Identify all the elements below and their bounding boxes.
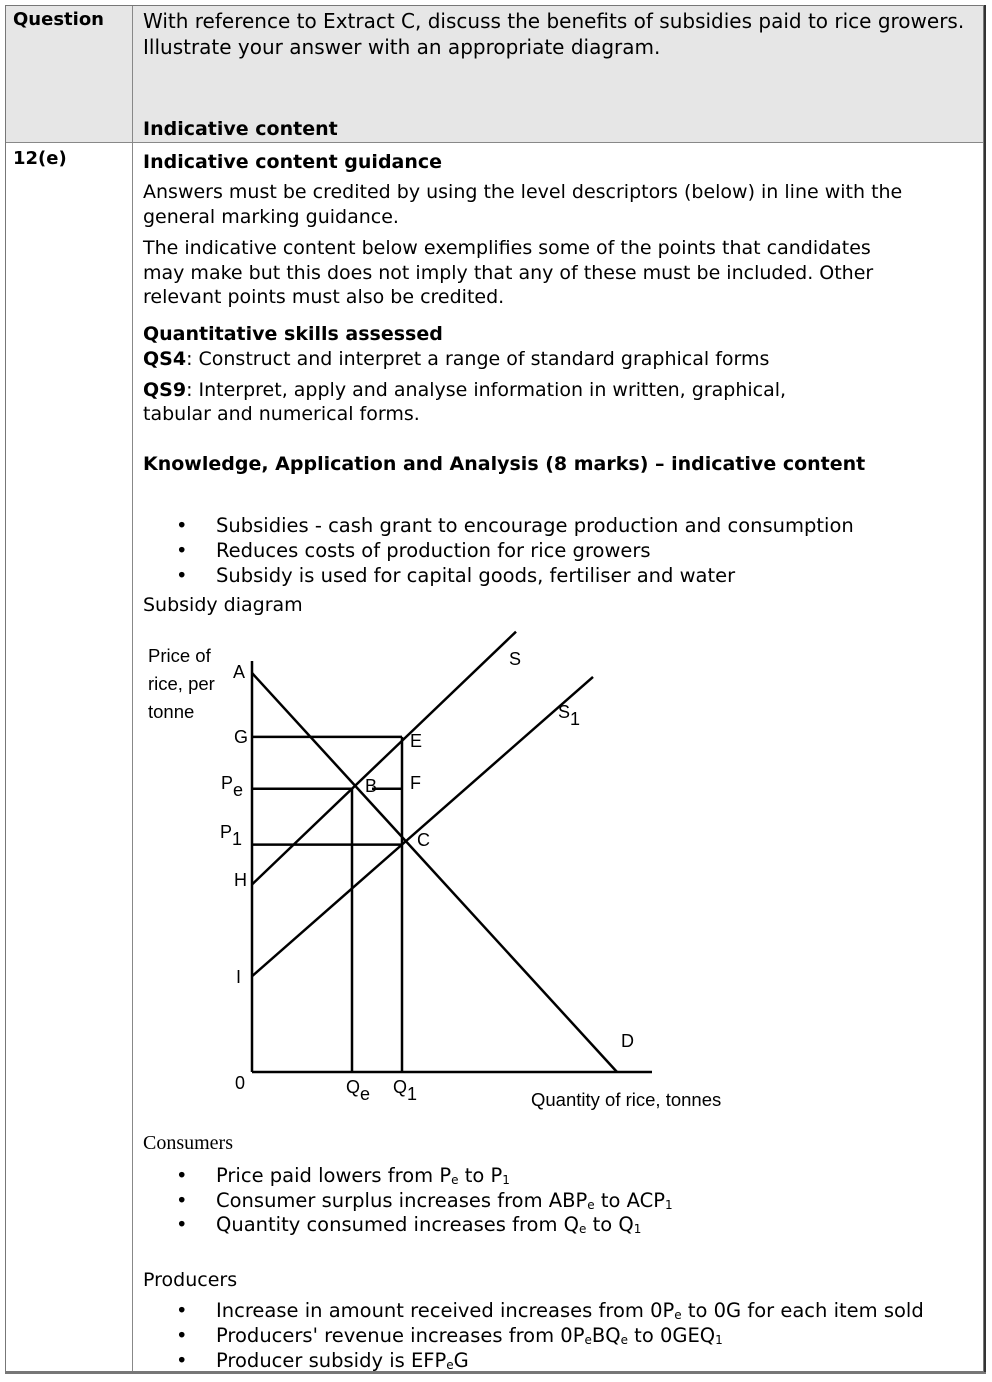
curve-label-s: S: [509, 649, 522, 669]
guidance-title: Indicative content guidance: [143, 151, 443, 173]
x-axis-label: Quantity of rice, tonnes: [531, 1089, 722, 1110]
skills-title: Quantitative skills assessed: [143, 323, 443, 345]
kaa-title: Knowledge, Application and Analysis (8 marks) – indicative content: [143, 453, 866, 475]
point-label-b: B: [365, 776, 378, 796]
bullet-icon: •: [176, 1299, 188, 1322]
y-axis-label-line2: rice, per: [148, 673, 215, 694]
bullet-icon: •: [176, 1189, 188, 1212]
tick-label-g: G: [234, 727, 249, 747]
question-prompt: With reference to Extract C, discuss the benefits of subsidies paid to rice growers.: [143, 9, 965, 33]
skill-code: QS4: [143, 348, 187, 370]
tick-label-q1: Q1: [393, 1077, 418, 1104]
list-item: • Consumer surplus increases from $ABP_e$ to $ACP_1$: [176, 1189, 673, 1212]
demand-curve-d: [252, 673, 617, 1072]
bullet-icon: •: [176, 1324, 188, 1347]
curve-label-s1: S1: [558, 702, 581, 729]
bullet-icon: •: [176, 564, 188, 587]
list-item: • Producers' revenue increases from $0P_eBQ_e$ to $0GEQ_1$: [176, 1324, 723, 1347]
table-border-bottom: [5, 1372, 986, 1374]
question-instruction: Illustrate your answer with an appropriate diagram.: [143, 35, 661, 59]
point-label-e: E: [410, 731, 423, 751]
table-border-right: [984, 5, 986, 1373]
column-divider: [132, 6, 133, 1371]
skill-code: QS9: [143, 379, 187, 401]
diagram-heading: Subsidy diagram: [143, 594, 303, 616]
list-item: • Subsidies - cash grant to encourage production and consumption: [176, 514, 854, 537]
guidance-para1-line2: general marking guidance.: [143, 206, 399, 228]
tick-label-pe: Pe: [221, 773, 244, 800]
question-number: 12(e): [13, 148, 67, 169]
skill-description: : Construct and interpret a range of standard graphical forms: [186, 348, 770, 370]
indicative-content-title: Indicative content: [143, 118, 338, 140]
y-axis-label-line1: Price of: [148, 645, 211, 666]
bullet-icon: •: [176, 1213, 188, 1236]
curve-label-d: D: [621, 1031, 634, 1051]
producers-heading: Producers: [143, 1269, 238, 1291]
tick-label-a: A: [233, 662, 246, 682]
skill-qs9-line2: tabular and numerical forms.: [143, 403, 420, 425]
question-label: Question: [13, 9, 104, 30]
list-item: • Producer subsidy is $EFP_eG$: [176, 1349, 469, 1372]
list-item: • Subsidy is used for capital goods, fertiliser and water: [176, 564, 736, 587]
guidance-para2-line3: relevant points must also be credited.: [143, 286, 505, 308]
guidance-para2-line2: may make but this does not imply that any of these must be included. Other: [143, 262, 874, 284]
bullet-icon: •: [176, 539, 188, 562]
skill-qs4: [143, 347, 769, 372]
bullet-icon: •: [176, 1164, 188, 1187]
skill-qs9: [143, 378, 786, 403]
skill-description: : Interpret, apply and analyse information in written, graphical,: [186, 379, 787, 401]
subsidy-diagram: [140, 630, 760, 1120]
consumers-heading: Consumers: [143, 1132, 233, 1154]
question-text: [143, 8, 973, 60]
point-label-c: C: [417, 830, 430, 850]
bullet-icon: •: [176, 514, 188, 537]
origin-label: 0: [235, 1073, 246, 1093]
tick-label-qe: Qe: [346, 1077, 371, 1104]
point-label-f: F: [410, 773, 421, 793]
supply-curve-s: [252, 632, 516, 885]
list-item: • Price paid lowers from $P_e$ to $P_1$: [176, 1164, 510, 1187]
guidance-para1-line1: Answers must be credited by using the level descriptors (below) in line with the: [143, 181, 903, 203]
list-item: • Increase in amount received increases from $0P_e$ to 0G for each item sold: [176, 1299, 924, 1322]
bullet-icon: •: [176, 1349, 188, 1372]
tick-label-i: I: [236, 967, 242, 987]
tick-label-h: H: [234, 870, 247, 890]
tick-label-p1: P1: [220, 822, 243, 849]
guidance-para2-line1: The indicative content below exemplifies some of the points that candidates: [143, 237, 871, 259]
y-axis-label-line3: tonne: [148, 701, 195, 722]
list-item: • Reduces costs of production for rice growers: [176, 539, 651, 562]
list-item: • Quantity consumed increases from $Q_e$ to $Q_1$: [176, 1213, 642, 1236]
